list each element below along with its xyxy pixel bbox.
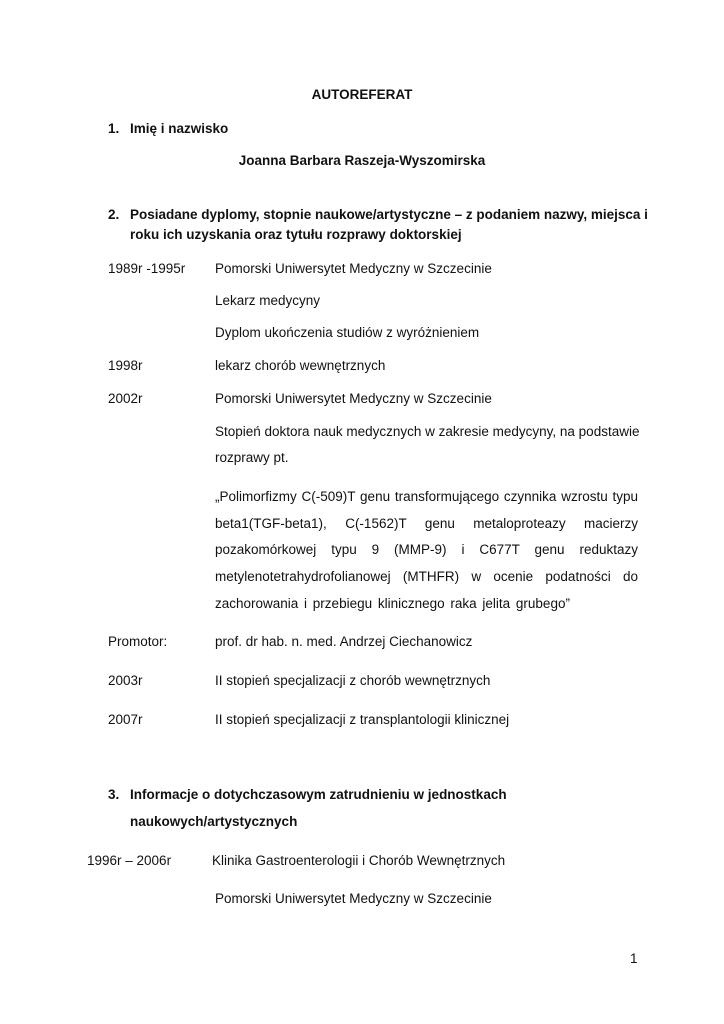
section3-heading-line2: naukowych/artystycznych [130,814,298,829]
section2-number: 2. [108,207,120,222]
employment-date: 1996r – 2006r [87,853,172,868]
page-number: 1 [630,951,638,966]
entry-text: Stopień doktora nauk medycznych w zakresie medycyny, na podstawie [215,424,640,439]
promotor-label: Promotor: [108,634,168,649]
promotor-name: prof. dr hab. n. med. Andrzej Ciechanowicz [215,634,473,649]
thesis-title-line: metylenotetrahydrofolianowej (MTHFR) w ocenie podatności do [215,569,638,584]
employment-unit: Klinika Gastroenterologii i Chorób Wewnętrznych [212,853,506,868]
section3-heading-line1: Informacje o dotychczasowym zatrudnieniu w jednostkach [130,787,507,802]
thesis-title-line: beta1(TGF-beta1), C(-1562)T genu metaloproteazy macierzy [215,516,638,531]
spec-date: 2003r [108,673,143,688]
employment-institution: Pomorski Uniwersytet Medyczny w Szczecinie [215,891,492,906]
spec-date: 2007r [108,712,143,727]
thesis-title-line: pozakomórkowej typu 9 (MMP-9) i C677T genu reduktazy [215,542,638,557]
section3-number: 3. [108,787,120,802]
section1-heading: Imię i nazwisko [130,121,229,136]
entry-text: lekarz chorób wewnętrznych [215,358,386,373]
person-name: Joanna Barbara Raszeja-Wyszomirska [238,153,486,168]
spec-text: II stopień specjalizacji z transplantologii klinicznej [215,712,510,727]
document-title: AUTOREFERAT [311,87,413,102]
section1-number: 1. [108,121,120,136]
entry-date: 2002r [108,391,143,406]
entry-text: rozprawy pt. [215,450,289,465]
entry-date: 1989r -1995r [108,261,186,276]
section2-heading-line2: roku ich uzyskania oraz tytułu rozprawy doktorskiej [130,227,462,242]
entry-text: Dyplom ukończenia studiów z wyróżnieniem [215,325,480,340]
entry-text: Pomorski Uniwersytet Medyczny w Szczecinie [215,261,492,276]
thesis-title-line: zachorowania i przebiegu klinicznego raka jelita grubego” [215,596,570,611]
spec-text: II stopień specjalizacji z chorób wewnętrznych [215,673,491,688]
entry-text: Pomorski Uniwersytet Medyczny w Szczecinie [215,391,492,406]
thesis-title-line: „Polimorfizmy C(-509)T genu transformującego czynnika wzrostu typu [215,489,638,504]
entry-text: Lekarz medycyny [215,293,321,308]
section2-heading-line1: Posiadane dyplomy, stopnie naukowe/artystyczne – z podaniem nazwy, miejsca i [130,207,648,222]
entry-date: 1998r [108,358,143,373]
